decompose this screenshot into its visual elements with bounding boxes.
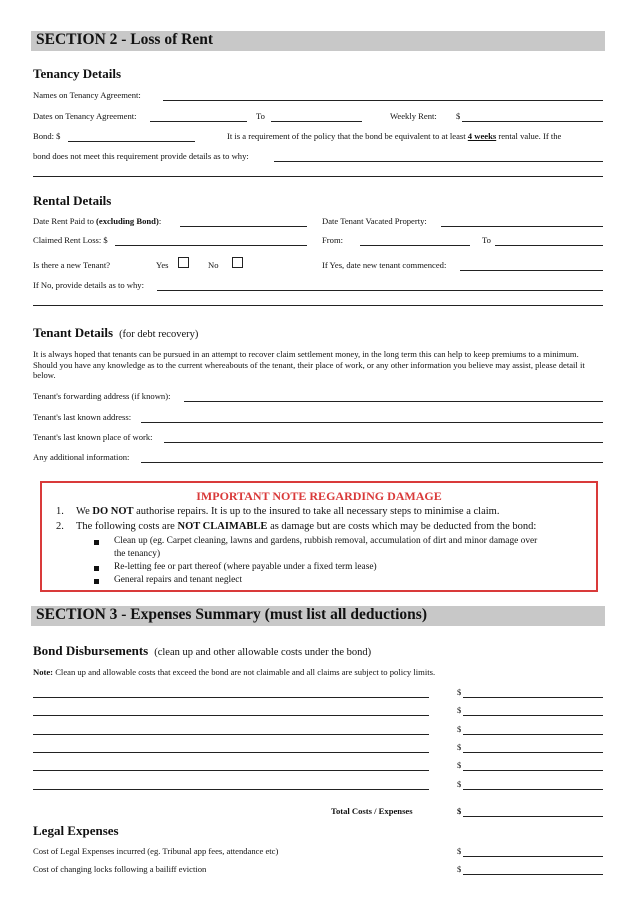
if-no-label: If No, provide details as to why: <box>33 280 144 290</box>
last-work-field[interactable] <box>164 442 603 443</box>
tenant-details-paragraph: It is always hoped that tenants can be pursued in an attempt to recover claim settlement money, in the long term this can help to keep premiums to a minimum. Should you have any knowledge as to the current whereabouts of the tenant, their place of work, or any other information you believe may assist, please detail it below. <box>33 349 585 380</box>
if-no-field-2[interactable] <box>33 305 603 306</box>
dates-from-field[interactable] <box>150 121 247 122</box>
total-costs-label: Total Costs / Expenses <box>331 806 413 816</box>
bond-field[interactable] <box>68 141 195 142</box>
disbursement-desc-5[interactable] <box>33 770 429 771</box>
disbursement-dollar-4: $ <box>457 742 462 752</box>
names-label: Names on Tenancy Agreement: <box>33 90 141 100</box>
disbursement-dollar-3: $ <box>457 724 462 734</box>
additional-info-label: Any additional information: <box>33 452 130 462</box>
if-no-field[interactable] <box>157 290 603 291</box>
bullet-icon <box>94 566 99 571</box>
tenancy-details-heading: Tenancy Details <box>33 66 121 81</box>
bond-continue-label: bond does not meet this requirement provide details as to why: <box>33 151 249 161</box>
damage-note-title: IMPORTANT NOTE REGARDING DAMAGE <box>196 489 442 503</box>
note-item-1: We DO NOT authorise repairs. It is up to the insured to take all necessary steps to minimise a claim. <box>76 506 500 517</box>
weekly-rent-field[interactable] <box>462 121 603 122</box>
from-label: From: <box>322 235 344 245</box>
disbursement-desc-2[interactable] <box>33 715 429 716</box>
locks-cost-field[interactable] <box>463 874 603 875</box>
disbursement-amount-6[interactable] <box>463 789 603 790</box>
bond-reason-field[interactable] <box>274 161 603 162</box>
claimed-rent-field[interactable] <box>115 245 307 246</box>
if-yes-label: If Yes, date new tenant commenced: <box>322 260 447 270</box>
vacated-field[interactable] <box>441 226 603 227</box>
names-field[interactable] <box>163 100 603 101</box>
section3-title: SECTION 3 - Expenses Summary (must list all deductions) <box>36 606 427 623</box>
yes-label: Yes <box>156 260 169 270</box>
disbursement-amount-3[interactable] <box>463 734 603 735</box>
legal-expenses-heading: Legal Expenses <box>33 823 119 838</box>
disbursement-amount-2[interactable] <box>463 715 603 716</box>
dates-to-field[interactable] <box>271 121 362 122</box>
total-costs-field[interactable] <box>463 816 603 817</box>
disbursement-desc-6[interactable] <box>33 789 429 790</box>
yes-checkbox[interactable] <box>178 257 189 268</box>
from-field[interactable] <box>360 245 470 246</box>
to-label: To <box>482 235 491 245</box>
new-tenant-date-field[interactable] <box>460 270 603 271</box>
note-bullet-1-cont: the tenancy) <box>114 549 161 559</box>
rental-details-heading: Rental Details <box>33 193 112 208</box>
locks-cost-label: Cost of changing locks following a bailiff eviction <box>33 864 207 874</box>
additional-info-field[interactable] <box>141 462 603 463</box>
locks-cost-dollar: $ <box>457 864 462 874</box>
dates-to-label: To <box>256 111 265 121</box>
damage-note-box <box>40 481 598 592</box>
weekly-rent-label: Weekly Rent: <box>390 111 437 121</box>
vacated-label: Date Tenant Vacated Property: <box>322 216 427 226</box>
note-bullet-2: Re-letting fee or part thereof (where payable under a fixed term lease) <box>114 562 377 572</box>
note-bullet-3: General repairs and tenant neglect <box>114 575 243 585</box>
note-bullet-1: Clean up (eg. Carpet cleaning, lawns and gardens, rubbish removal, accumulation of dirt and minor damage over <box>114 536 538 546</box>
new-tenant-question: Is there a new Tenant? <box>33 260 111 270</box>
disbursement-dollar-2: $ <box>457 705 462 715</box>
bullet-icon <box>94 579 99 584</box>
weekly-rent-dollar: $ <box>456 111 461 121</box>
disbursement-desc-4[interactable] <box>33 752 429 753</box>
tenant-details-heading: Tenant Details (for debt recovery) <box>33 325 199 340</box>
no-checkbox[interactable] <box>232 257 243 268</box>
legal-cost-field[interactable] <box>463 856 603 857</box>
last-address-field[interactable] <box>141 422 603 423</box>
legal-cost-dollar: $ <box>457 846 462 856</box>
disbursement-desc-1[interactable] <box>33 697 429 698</box>
disbursement-desc-3[interactable] <box>33 734 429 735</box>
disbursement-dollar-1: $ <box>457 687 462 697</box>
bond-disbursements-heading: Bond Disbursements (clean up and other allowable costs under the bond) <box>33 643 372 658</box>
bullet-icon <box>94 540 99 545</box>
no-label: No <box>208 260 219 270</box>
forwarding-address-field[interactable] <box>184 401 603 402</box>
disbursement-amount-1[interactable] <box>463 697 603 698</box>
date-rent-paid-label: Date Rent Paid to (excluding Bond): <box>33 216 162 226</box>
disbursement-amount-5[interactable] <box>463 770 603 771</box>
section2-title: SECTION 2 - Loss of Rent <box>36 31 213 48</box>
date-rent-paid-field[interactable] <box>180 226 307 227</box>
last-address-label: Tenant's last known address: <box>33 412 132 422</box>
to-field[interactable] <box>495 245 603 246</box>
disbursement-dollar-5: $ <box>457 760 462 770</box>
note-item-2-number: 2. <box>56 521 64 532</box>
total-costs-dollar: $ <box>457 806 462 816</box>
disbursement-dollar-6: $ <box>457 779 462 789</box>
bond-label: Bond: $ <box>33 131 61 141</box>
note-item-1-number: 1. <box>56 506 64 517</box>
legal-cost-label: Cost of Legal Expenses incurred (eg. Tribunal app fees, attendance etc) <box>33 846 279 856</box>
dates-label: Dates on Tenancy Agreement: <box>33 111 137 121</box>
disbursement-amount-4[interactable] <box>463 752 603 753</box>
bond-requirement-text: It is a requirement of the policy that the bond be equivalent to at least 4 weeks rental value. If the <box>227 131 562 141</box>
claimed-rent-label: Claimed Rent Loss: $ <box>33 235 108 245</box>
note-item-2: The following costs are NOT CLAIMABLE as damage but are costs which may be deducted from the bond: <box>76 521 537 532</box>
bond-reason-field-2[interactable] <box>33 176 603 177</box>
bond-note: Note: Clean up and allowable costs that exceed the bond are not claimable and all claims are subject to policy limits. <box>33 667 436 677</box>
last-work-label: Tenant's last known place of work: <box>33 432 153 442</box>
forwarding-address-label: Tenant's forwarding address (if known): <box>33 391 171 401</box>
